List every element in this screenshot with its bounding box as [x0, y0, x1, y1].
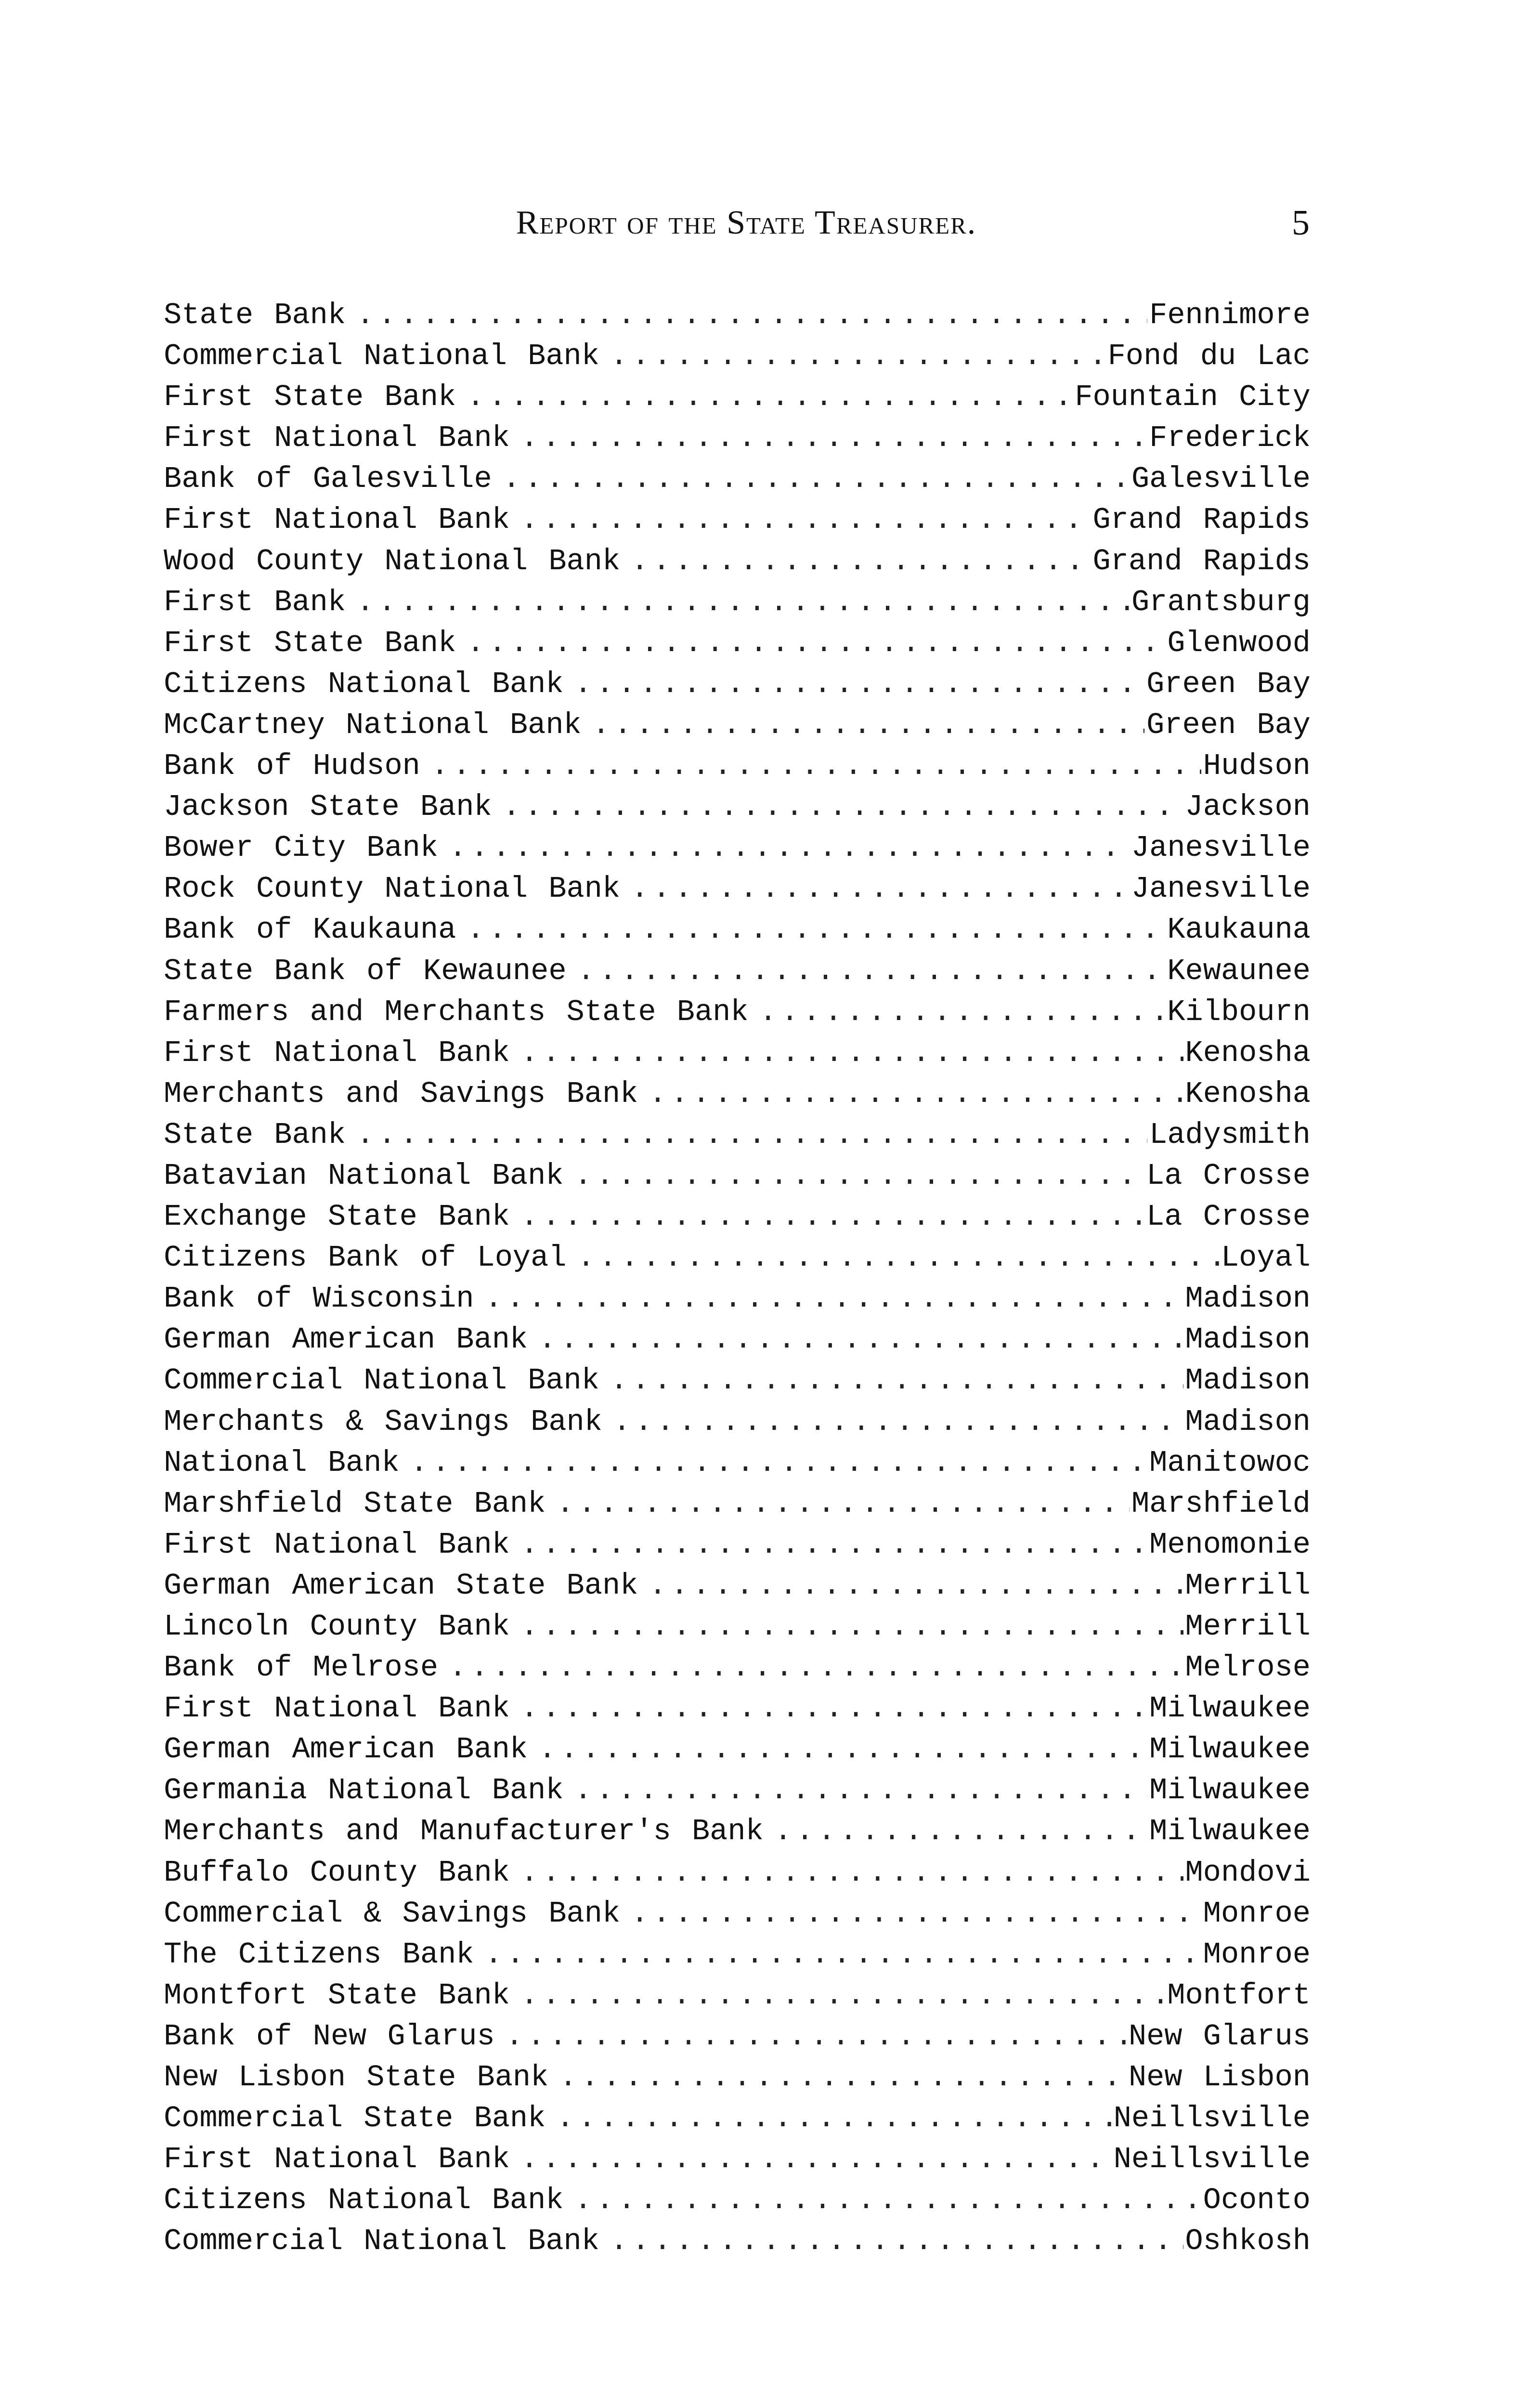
bank-name: Bank of Melrose: [164, 1650, 439, 1685]
dot-leader: [759, 992, 1166, 1033]
bank-name: Farmers and Merchants State Bank: [164, 995, 749, 1029]
town-name: Madison: [1185, 1404, 1311, 1439]
town-name: Green Bay: [1146, 707, 1311, 742]
town-name: New Glarus: [1128, 2019, 1311, 2054]
list-item: [164, 418, 1311, 458]
list-item: [164, 1360, 1311, 1401]
list-item: [164, 1934, 1311, 1975]
list-item: [164, 1442, 1311, 1483]
bank-name: Bank of Galesville: [164, 462, 492, 497]
bank-name: Citizens National Bank: [164, 667, 564, 701]
town-name: Menomonie: [1149, 1527, 1311, 1562]
town-name: Grand Rapids: [1092, 503, 1311, 537]
dot-leader: [467, 623, 1165, 664]
list-item: [164, 786, 1311, 827]
dot-leader: [631, 868, 1130, 909]
town-name: Fennimore: [1149, 298, 1311, 332]
list-item: [164, 582, 1311, 623]
bank-name: Commercial National Bank: [164, 2224, 599, 2259]
bank-name: Bank of Hudson: [164, 749, 420, 784]
town-name: Kewaunee: [1167, 954, 1311, 988]
list-item: [164, 1483, 1311, 1524]
town-name: Fountain City: [1075, 380, 1311, 415]
bank-name: Bank of New Glarus: [164, 2019, 495, 2054]
dot-leader: [506, 2016, 1127, 2057]
town-name: Neillsville: [1113, 2101, 1311, 2136]
dot-leader: [356, 295, 1147, 336]
bank-name: Merchants & Savings Bank: [164, 1404, 602, 1439]
town-name: Loyal: [1221, 1241, 1311, 1275]
dot-leader: [410, 1442, 1147, 1483]
bank-name: McCartney National Bank: [164, 707, 582, 742]
dot-leader: [577, 1237, 1219, 1278]
dot-leader: [574, 664, 1145, 705]
town-name: Madison: [1185, 1322, 1311, 1357]
bank-name: Commercial State Bank: [164, 2101, 546, 2136]
town-name: Kilbourn: [1167, 995, 1311, 1029]
town-name: Milwaukee: [1149, 1691, 1311, 1726]
dot-leader: [485, 1934, 1201, 1975]
bank-name: First State Bank: [164, 626, 456, 660]
dot-leader: [559, 2057, 1127, 2098]
town-name: Green Bay: [1146, 667, 1311, 701]
bank-name: German American Bank: [164, 1322, 528, 1357]
town-name: Ladysmith: [1149, 1117, 1311, 1152]
dot-leader: [431, 746, 1201, 786]
bank-name: Commercial & Savings Bank: [164, 1896, 621, 1931]
town-name: Milwaukee: [1149, 1814, 1311, 1849]
list-item: [164, 2057, 1311, 2098]
dot-leader: [449, 1647, 1183, 1688]
dot-leader: [520, 499, 1091, 540]
bank-name: State Bank: [164, 298, 346, 332]
list-item: [164, 868, 1311, 909]
dot-leader: [610, 336, 1106, 377]
town-name: Grantsburg: [1131, 585, 1311, 619]
dot-leader: [613, 1401, 1183, 1442]
list-item: [164, 909, 1311, 950]
town-name: Kenosha: [1185, 1035, 1311, 1070]
bank-name: Marshfield State Bank: [164, 1486, 546, 1521]
dot-leader: [467, 909, 1165, 950]
dot-leader: [520, 1524, 1147, 1565]
list-item: [164, 2098, 1311, 2139]
list-item: [164, 2016, 1311, 2057]
town-name: Milwaukee: [1149, 1773, 1311, 1808]
town-name: Fond du Lac: [1107, 339, 1311, 374]
list-item: [164, 1647, 1311, 1688]
dot-leader: [631, 1893, 1201, 1934]
list-item: [164, 827, 1311, 868]
list-item: [164, 951, 1311, 992]
town-name: Oshkosh: [1185, 2224, 1311, 2259]
bank-name: National Bank: [164, 1445, 400, 1480]
town-name: Janesville: [1131, 831, 1311, 865]
list-item: [164, 705, 1311, 746]
bank-name: Exchange State Bank: [164, 1200, 510, 1234]
dot-leader: [520, 1852, 1183, 1893]
dot-leader: [592, 705, 1144, 746]
dot-leader: [556, 1483, 1130, 1524]
town-name: Marshfield: [1131, 1486, 1311, 1521]
dot-leader: [356, 582, 1130, 623]
bank-name: German American Bank: [164, 1732, 528, 1767]
list-item: [164, 499, 1311, 540]
page-number: 5: [1292, 203, 1310, 243]
list-item: [164, 992, 1311, 1033]
list-item: [164, 1155, 1311, 1196]
list-item: [164, 1033, 1311, 1073]
bank-name: First National Bank: [164, 2142, 510, 2177]
town-name: Monroe: [1203, 1896, 1311, 1931]
town-name: Monroe: [1203, 1937, 1311, 1972]
list-item: [164, 541, 1311, 582]
dot-leader: [449, 827, 1130, 868]
running-head: Report of the State Treasurer.: [516, 204, 977, 241]
bank-name: Commercial National Bank: [164, 339, 599, 374]
town-name: Melrose: [1185, 1650, 1311, 1685]
dot-leader: [503, 786, 1183, 827]
bank-name: Bower City Bank: [164, 831, 439, 865]
dot-leader: [520, 1975, 1165, 2016]
list-item: [164, 1606, 1311, 1647]
list-item: [164, 295, 1311, 336]
town-name: New Lisbon: [1128, 2060, 1311, 2095]
town-name: Madison: [1185, 1282, 1311, 1316]
bank-name: Merchants and Savings Bank: [164, 1076, 638, 1111]
bank-name: Bank of Kaukauna: [164, 913, 456, 947]
list-item: [164, 1278, 1311, 1319]
dot-leader: [520, 2139, 1112, 2180]
dot-leader: [649, 1073, 1183, 1114]
town-name: Galesville: [1131, 462, 1311, 497]
town-name: Kaukauna: [1167, 913, 1311, 947]
bank-list: [164, 295, 1311, 2262]
town-name: Merrill: [1185, 1568, 1311, 1603]
list-item: [164, 2221, 1311, 2262]
dot-leader: [631, 541, 1091, 582]
bank-name: State Bank of Kewaunee: [164, 954, 567, 988]
bank-name: Wood County National Bank: [164, 544, 621, 578]
town-name: Merrill: [1185, 1610, 1311, 1644]
town-name: Mondovi: [1185, 1855, 1311, 1890]
list-item: [164, 664, 1311, 705]
bank-name: Rock County National Bank: [164, 872, 621, 906]
bank-name: First National Bank: [164, 503, 510, 537]
list-item: [164, 746, 1311, 786]
bank-name: First National Bank: [164, 1527, 510, 1562]
dot-leader: [556, 2098, 1111, 2139]
bank-name: German American State Bank: [164, 1568, 638, 1603]
bank-name: Montfort State Bank: [164, 1978, 510, 2013]
list-item: [164, 1852, 1311, 1893]
town-name: Montfort: [1167, 1978, 1311, 2013]
dot-leader: [485, 1278, 1183, 1319]
bank-name: First Bank: [164, 585, 346, 619]
dot-leader: [577, 951, 1166, 992]
list-item: [164, 1688, 1311, 1729]
list-item: [164, 1073, 1311, 1114]
town-name: Jackson: [1185, 790, 1311, 824]
list-item: [164, 1524, 1311, 1565]
bank-name: Batavian National Bank: [164, 1158, 564, 1193]
bank-name: First National Bank: [164, 1691, 510, 1726]
bank-name: Lincoln County Bank: [164, 1610, 510, 1644]
dot-leader: [538, 1729, 1147, 1770]
town-name: Glenwood: [1167, 626, 1311, 660]
town-name: Manitowoc: [1149, 1445, 1311, 1480]
town-name: Kenosha: [1185, 1076, 1311, 1111]
list-item: [164, 623, 1311, 664]
list-item: [164, 377, 1311, 418]
town-name: La Crosse: [1146, 1200, 1311, 1234]
dot-leader: [574, 1155, 1145, 1196]
bank-name: State Bank: [164, 1117, 346, 1152]
list-item: [164, 1319, 1311, 1360]
dot-leader: [520, 418, 1147, 458]
bank-name: The Citizens Bank: [164, 1937, 474, 1972]
town-name: Hudson: [1203, 749, 1311, 784]
list-item: [164, 336, 1311, 377]
dot-leader: [649, 1565, 1183, 1606]
bank-name: Bank of Wisconsin: [164, 1282, 474, 1316]
dot-leader: [520, 1606, 1183, 1647]
town-name: Milwaukee: [1149, 1732, 1311, 1767]
bank-name: Citizens Bank of Loyal: [164, 1241, 567, 1275]
bank-name: Citizens National Bank: [164, 2183, 564, 2218]
dot-leader: [520, 1196, 1144, 1237]
bank-name: First National Bank: [164, 421, 510, 456]
dot-leader: [610, 2221, 1183, 2262]
bank-name: Germania National Bank: [164, 1773, 564, 1808]
dot-leader: [774, 1811, 1147, 1852]
list-item: [164, 1196, 1311, 1237]
town-name: Madison: [1185, 1363, 1311, 1398]
list-item: [164, 1565, 1311, 1606]
list-item: [164, 2139, 1311, 2180]
town-name: Oconto: [1203, 2183, 1311, 2218]
dot-leader: [503, 458, 1130, 499]
town-name: Janesville: [1131, 872, 1311, 906]
list-item: [164, 1770, 1311, 1811]
list-item: [164, 1114, 1311, 1155]
bank-name: Buffalo County Bank: [164, 1855, 510, 1890]
list-item: [164, 1729, 1311, 1770]
list-item: [164, 1811, 1311, 1852]
town-name: Grand Rapids: [1092, 544, 1311, 578]
dot-leader: [520, 1033, 1183, 1073]
bank-name: Jackson State Bank: [164, 790, 492, 824]
bank-name: Commercial National Bank: [164, 1363, 599, 1398]
town-name: La Crosse: [1146, 1158, 1311, 1193]
dot-leader: [467, 377, 1073, 418]
bank-name: New Lisbon State Bank: [164, 2060, 549, 2095]
list-item: [164, 1401, 1311, 1442]
dot-leader: [610, 1360, 1183, 1401]
list-item: [164, 458, 1311, 499]
dot-leader: [574, 2180, 1201, 2221]
town-name: Frederick: [1149, 421, 1311, 456]
list-item: [164, 1237, 1311, 1278]
dot-leader: [520, 1688, 1147, 1729]
bank-name: First National Bank: [164, 1035, 510, 1070]
list-item: [164, 2180, 1311, 2221]
dot-leader: [356, 1114, 1147, 1155]
list-item: [164, 1893, 1311, 1934]
dot-leader: [574, 1770, 1148, 1811]
bank-name: Merchants and Manufacturer's Bank: [164, 1814, 764, 1849]
list-item: [164, 1975, 1311, 2016]
bank-name: First State Bank: [164, 380, 456, 415]
town-name: Neillsville: [1113, 2142, 1311, 2177]
dot-leader: [538, 1319, 1183, 1360]
